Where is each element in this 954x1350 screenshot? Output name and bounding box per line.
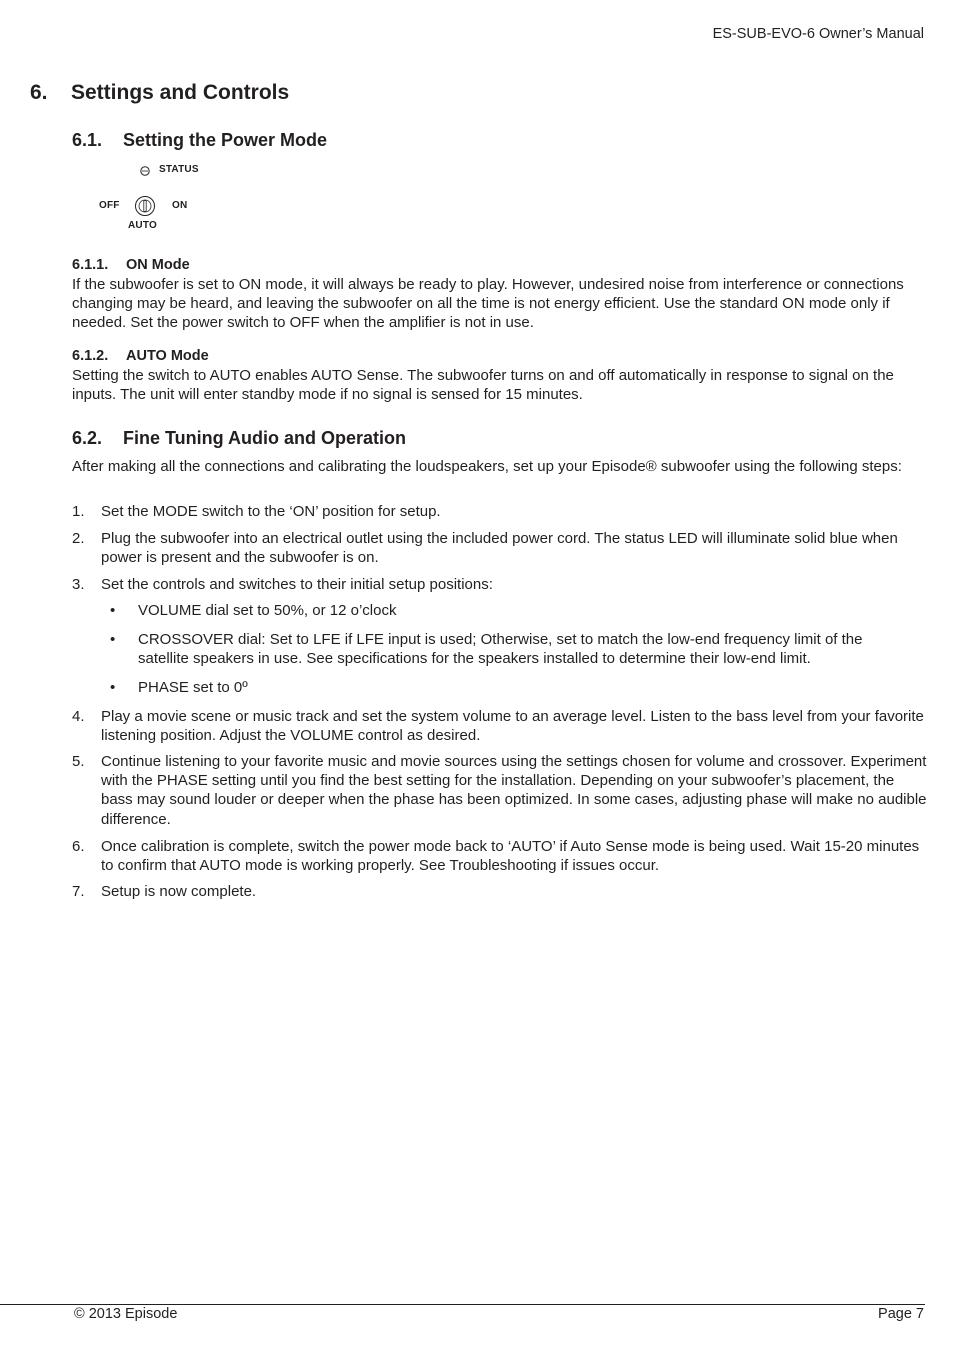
fine-tuning-intro: After making all the connections and calibrating the loudspeakers, set up your Episode® subwoofer using the following steps: xyxy=(72,458,902,475)
list-item xyxy=(72,707,928,745)
list-item xyxy=(72,882,928,901)
list-number: 5. xyxy=(72,753,85,770)
list-number: 2. xyxy=(72,530,85,547)
section-heading xyxy=(30,81,289,105)
list-item xyxy=(72,502,928,521)
list-number: 1. xyxy=(72,503,85,520)
bullet-item xyxy=(110,630,900,668)
list-number: 6. xyxy=(72,838,85,855)
section-title: Settings and Controls xyxy=(71,81,290,104)
list-number: 4. xyxy=(72,708,85,725)
list-number: 7. xyxy=(72,883,85,900)
subsubsection-number: 6.1.2. xyxy=(72,348,109,364)
subsection-heading-power-mode xyxy=(72,130,327,151)
list-item xyxy=(72,529,928,567)
subsubsection-number: 6.1.1. xyxy=(72,257,109,273)
led-indicator-icon xyxy=(139,164,151,176)
list-item xyxy=(72,837,928,875)
subsection-number: 6.2. xyxy=(72,428,103,448)
section-number: 6. xyxy=(30,81,48,104)
footer-copyright: © 2013 Episode xyxy=(74,1306,178,1322)
on-mode-paragraph: If the subwoofer is set to ON mode, it will always be ready to play. However, undesired noise from interference or connections changing may be heard, and leaving the subwoofer on all the time is not energy efficient. Use the standard ON mode only if needed. Set the power switch to OFF when the amplifier is not in use. xyxy=(72,276,904,332)
auto-mode-paragraph: Setting the switch to AUTO enables AUTO Sense. The subwoofer turns on and off automatically in response to signal on the inputs. The unit will enter standby mode if no signal is sensed for 15 minutes. xyxy=(72,367,894,404)
list-text: Set the controls and switches to their initial setup positions: xyxy=(101,576,493,593)
footer-divider xyxy=(0,1304,925,1305)
bullet-item xyxy=(110,601,900,620)
off-label: OFF xyxy=(99,200,120,211)
list-text: Setup is now complete. xyxy=(101,883,257,900)
status-label: STATUS xyxy=(159,164,199,175)
bullet-text: VOLUME dial set to 50%, or 12 o’clock xyxy=(138,602,397,619)
list-text: Play a movie scene or music track and set the system volume to an average level. Listen to the bass level from your favorite listening position. Adjust the VOLUME control as desired. xyxy=(101,708,924,745)
bullet: • xyxy=(110,602,116,619)
subsection-number: 6.1. xyxy=(72,130,103,150)
bullet: • xyxy=(110,631,116,648)
subsubsection-title: AUTO Mode xyxy=(126,348,209,364)
subsection-title: Setting the Power Mode xyxy=(123,130,328,150)
power-mode-knob-icon xyxy=(134,195,156,217)
bullet-item xyxy=(110,678,900,697)
on-label: ON xyxy=(172,200,188,211)
bullet-text: CROSSOVER dial: Set to LFE if LFE input is used; Otherwise, set to match the low-end frequency limit of the satellite speakers in use. See specifications for the speakers installed to determine their low-end limit. xyxy=(138,631,863,668)
subsection-heading-fine-tuning xyxy=(72,428,406,449)
list-text: Once calibration is complete, switch the power mode back to ‘AUTO’ if Auto Sense mode is being used. Wait 15-20 minutes to confirm that AUTO mode is working properly. See Troubleshooting if issues occur. xyxy=(101,838,920,875)
list-text: Plug the subwoofer into an electrical outlet using the included power cord. The status LED will illuminate solid blue when power is present and the subwoofer is on. xyxy=(101,530,898,567)
auto-label: AUTO xyxy=(128,220,157,231)
list-item xyxy=(72,752,928,829)
list-number: 3. xyxy=(72,576,85,593)
subsection-title: Fine Tuning Audio and Operation xyxy=(123,428,406,448)
subsubsection-heading-on-mode xyxy=(72,257,190,273)
list-text: Set the MODE switch to the ‘ON’ position for setup. xyxy=(101,503,441,520)
subsubsection-title: ON Mode xyxy=(126,257,190,273)
document-header: ES-SUB-EVO-6 Owner’s Manual xyxy=(712,26,924,42)
bullet-text: PHASE set to 0º xyxy=(138,679,248,696)
list-item xyxy=(72,575,928,594)
subsubsection-heading-auto-mode xyxy=(72,348,209,364)
page-number: Page 7 xyxy=(878,1306,924,1322)
list-text: Continue listening to your favorite music and movie sources using the settings chosen for volume and crossover. Experiment with the PHASE setting until you find the best setting for the installation. Depending on your subwoofer’s placement, the bass may sound louder or deeper when the phase has been optimized. In some cases, adjusting phase will make no audible difference. xyxy=(101,753,927,828)
bullet: • xyxy=(110,679,116,696)
